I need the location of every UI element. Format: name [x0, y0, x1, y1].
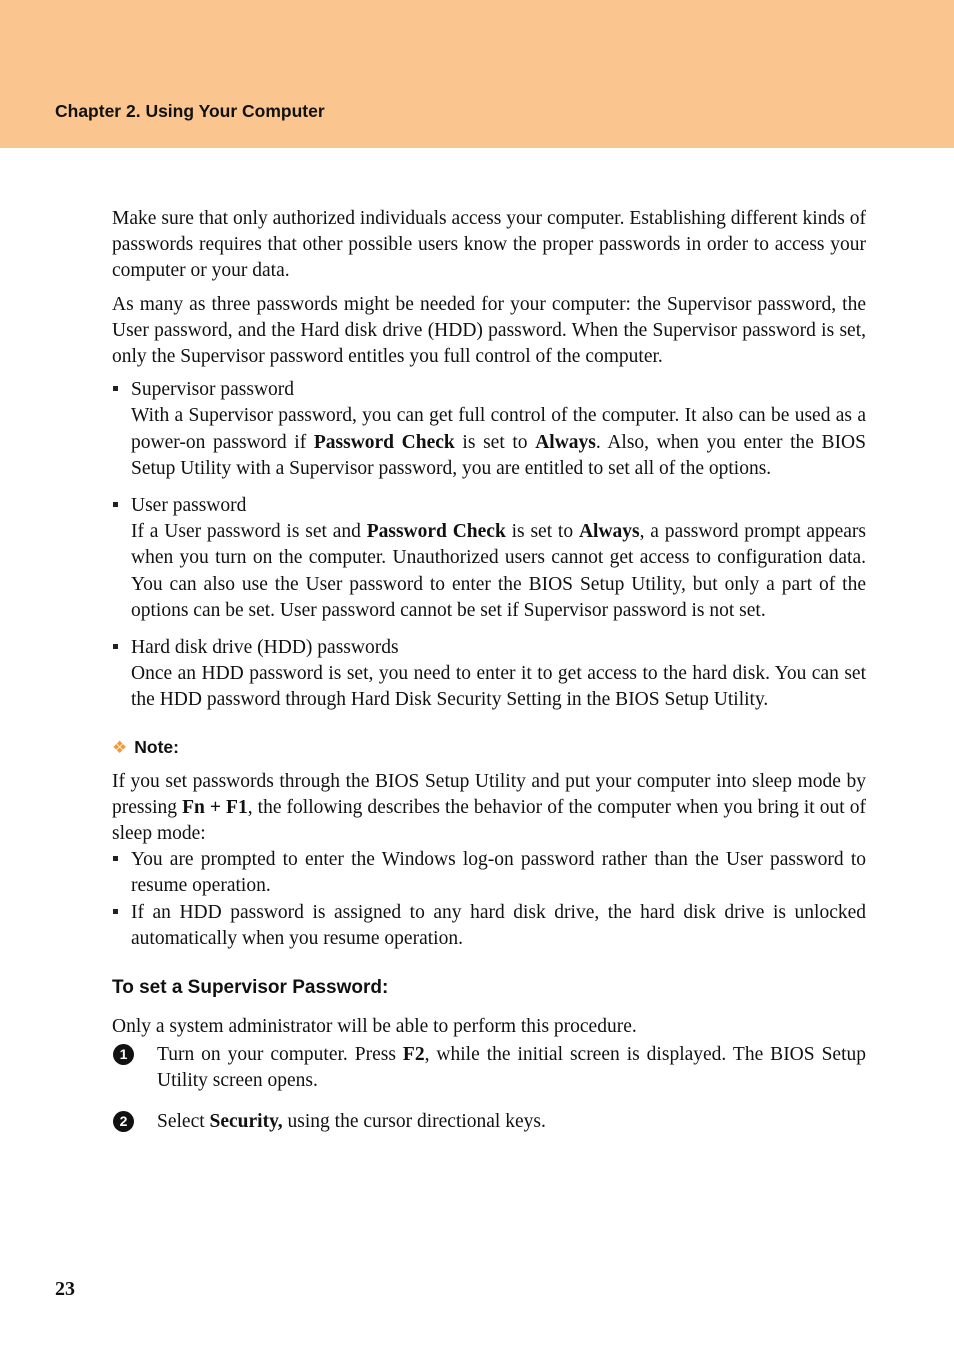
- note-bullet-2: [112, 900, 866, 952]
- procedure-intro: Only a system administrator will be able to perform this procedure.: [112, 1016, 637, 1038]
- supervisor-password-item: [112, 377, 866, 482]
- hdd-password-title: Hard disk drive (HDD) passwords: [131, 637, 399, 659]
- intro-paragraph-1: Make sure that only authorized individuals access your computer. Establishing different kinds of passwords requires that other possible users know the proper passwords in order to access your computer or your data.: [112, 208, 866, 282]
- bullet-icon: [113, 644, 118, 649]
- note-label: Note:: [134, 736, 179, 757]
- fn-f1-keys: Fn + F1: [182, 796, 248, 818]
- bullet-icon: [113, 909, 118, 914]
- user-password-title: User password: [131, 495, 247, 517]
- bullet-icon: [113, 502, 118, 507]
- page-content: [112, 206, 866, 1149]
- note-bullet-text: If an HDD password is assigned to any hard disk drive, the hard disk drive is unlocked automatically when you resume operation.: [131, 901, 866, 949]
- step-number-1-icon: 1: [113, 1044, 134, 1065]
- hdd-password-description: Once an HDD password is set, you need to enter it to get access to the hard disk. You can set the HDD password through Hard Disk Security Setting in the BIOS Setup Utility.: [131, 663, 866, 711]
- always-term: Always: [578, 521, 640, 543]
- step-1-text: Turn on your computer. Press F2, while the initial screen is displayed. The BIOS Setup Utility screen opens.: [157, 1044, 866, 1092]
- bullet-icon: [113, 856, 118, 861]
- supervisor-password-description: With a Supervisor password, you can get full control of the computer. It also can be used as a power-on password if Password Check is set to Always. Also, when you enter the BIOS Setup Utility with a Supervisor password, you are entitled to set all of the options.: [131, 405, 866, 479]
- section-heading: To set a Supervisor Password:: [112, 977, 389, 999]
- diamond-note-icon: ❖: [112, 737, 128, 757]
- bullet-icon: [113, 386, 118, 391]
- security-term: Security,: [209, 1110, 283, 1132]
- password-check-term: Password Check: [366, 521, 506, 543]
- note-heading: [112, 736, 866, 759]
- note-paragraph: If you set passwords through the BIOS Setup Utility and put your computer into sleep mode by pressing Fn + F1, the following describes the behavior of the computer when you bring it out of sleep mode:: [112, 770, 867, 845]
- hdd-password-item: [112, 635, 866, 714]
- intro-paragraph-2: As many as three passwords might be needed for your computer: the Supervisor password, the User password, and the Hard disk drive (HDD) password. When the Supervisor password is set, only the Supervisor password entitles you full control of the computer.: [112, 293, 866, 368]
- step-1: [112, 1042, 866, 1094]
- step-2-text: Select Security, using the cursor directional keys.: [157, 1110, 546, 1132]
- header-band: [0, 0, 954, 148]
- always-term: Always: [535, 431, 596, 453]
- password-check-term: Password Check: [313, 431, 455, 453]
- user-password-description: If a User password is set and Password Check is set to Always, a password prompt appears when you turn on the computer. Unauthorized users cannot get access to configuration data. You can also use the User password to enter the BIOS Setup Utility, but only a part of the options can be set. User password cannot be set if Supervisor password is not set.: [131, 521, 866, 621]
- chapter-title: Chapter 2. Using Your Computer: [55, 101, 325, 121]
- note-bullet-text: You are prompted to enter the Windows log-on password rather than the User password to resume operation.: [131, 849, 866, 897]
- f2-key: F2: [402, 1044, 425, 1066]
- user-password-item: [112, 493, 866, 624]
- supervisor-password-title: Supervisor password: [131, 379, 295, 401]
- page-number: 23: [55, 1278, 75, 1300]
- step-2: [112, 1109, 866, 1135]
- note-bullet-1: [112, 847, 866, 899]
- step-number-2-icon: 2: [113, 1111, 134, 1132]
